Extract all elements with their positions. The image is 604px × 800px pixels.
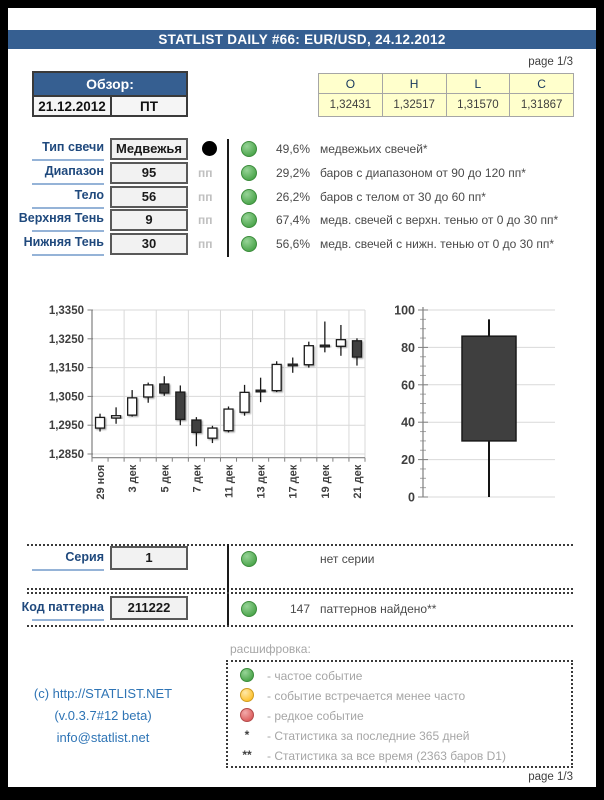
stats-percent: 56,6% [275,237,310,251]
svg-text:3 дек: 3 дек [127,464,140,493]
page-indicator-bottom: page 1/3 [528,771,573,783]
pattern-desc: паттернов найдено** [320,602,437,616]
unit-label: пп [198,166,213,180]
legend-item [226,666,573,686]
stats-value-box: 56 [110,186,188,208]
stats-percent: 29,2% [275,166,310,180]
svg-text:1,3150: 1,3150 [48,362,84,375]
stats-percent: 26,2% [275,190,310,204]
candle [208,426,217,443]
stats-divider-line [227,139,229,257]
dotted-separator [27,625,573,627]
stats-label: Тело [74,188,104,202]
stats-desc: баров с телом от 30 до 60 пп* [320,190,486,204]
label-underline [32,230,104,232]
candle [144,383,153,403]
pattern-row [0,598,604,622]
candlestick-chart-svg [30,295,380,520]
stats-value-box: 9 [110,209,188,231]
series-desc: нет серии [320,552,375,566]
stats-percent: 49,6% [275,142,310,156]
pattern-count: 147 [289,602,310,616]
candle [240,385,249,416]
pattern-value-box: 211222 [110,596,188,620]
svg-text:19 дек: 19 дек [319,464,332,499]
candle [320,322,329,353]
stats-row [0,233,604,257]
ohlc-header-high: H [382,74,446,94]
legend-title: расшифровка: [230,642,311,656]
candlestick-chart [30,295,380,520]
candle [256,378,265,402]
legend-item-text: - Статистика за все время (2363 баров D1) [267,748,506,763]
svg-text:0: 0 [408,490,415,505]
dotted-separator [27,588,573,590]
stats-value-box: Медвежья [110,138,188,160]
overview-table [32,71,188,117]
candle [128,390,137,416]
legend-item [226,746,573,766]
svg-text:1,2850: 1,2850 [48,449,84,461]
stats-row [0,209,604,233]
legend-item-text: - частое событие [267,668,363,683]
svg-text:21 дек: 21 дек [351,464,364,499]
pattern-label: Код паттерна [21,600,104,614]
legend-item [226,726,573,746]
label-underline [32,183,104,185]
status-green-icon [241,189,257,205]
svg-text:5 дек: 5 дек [159,464,172,493]
overview-weekday: ПТ [111,96,187,116]
label-underline [32,254,104,256]
ohlc-value-low: 1,31570 [446,94,510,117]
overview-date: 21.12.2012 [33,96,111,116]
page-indicator-top: page 1/3 [528,56,573,68]
svg-text:60: 60 [401,378,415,393]
svg-text:1,3050: 1,3050 [48,391,84,404]
footer-email-link[interactable]: info@statlist.net [56,730,150,745]
series-value-box: 1 [110,546,188,570]
stats-label: Диапазон [44,164,104,178]
series-row [0,548,604,572]
label-underline [32,159,104,161]
dotted-separator [27,544,573,546]
svg-text:17 дек: 17 дек [287,464,300,499]
ohlc-header-close: C [510,74,574,94]
svg-text:7 дек: 7 дек [191,464,204,493]
ohlc-header-low: L [446,74,510,94]
black-candle-icon [202,141,217,156]
candle [192,417,201,446]
svg-text:11 дек: 11 дек [223,464,236,498]
svg-text:1,2950: 1,2950 [48,420,84,433]
report-title: STATLIST DAILY #66: EUR/USD, 24.12.2012 [158,32,446,47]
dotted-separator [27,592,573,594]
svg-text:1,3250: 1,3250 [48,333,84,346]
stats-value-box: 30 [110,233,188,255]
status-green-icon [241,236,257,252]
status-green-icon [241,141,257,157]
day-candle-chart-svg [395,300,600,510]
overview-header: Обзор: [33,72,187,96]
stats-percent: 67,4% [275,213,310,227]
stats-desc: медв. свечей с верхн. тенью от 0 до 30 пп* [320,213,559,227]
candle [160,376,169,396]
report-title-bar [8,30,596,49]
candle [272,361,281,392]
candle [176,385,185,425]
svg-text:29 ноя: 29 ноя [95,464,108,500]
ohlc-header-open: O [319,74,383,94]
stats-row [0,162,604,186]
svg-text:20: 20 [401,453,415,468]
svg-text:40: 40 [401,415,415,430]
candle [288,358,297,373]
candle [112,407,121,423]
series-label: Серия [65,550,104,564]
stats-label: Тип свечи [42,140,104,154]
stats-label: Верхняя Тень [18,211,104,225]
status-green-icon [241,551,257,567]
ohlc-value-close: 1,31867 [510,94,574,117]
ohlc-value-high: 1,32517 [382,94,446,117]
stats-value-box: 95 [110,162,188,184]
svg-text:100: 100 [395,303,415,318]
asterisk-marker: * [244,728,250,742]
footer-copyright-link[interactable]: (c) http://STATLIST.NET [33,686,173,701]
legend-item [226,706,573,726]
stats-desc: баров с диапазоном от 90 до 120 пп* [320,166,526,180]
stats-desc: медвежьих свечей* [320,142,428,156]
status-green-icon [241,165,257,181]
stats-row [0,138,604,162]
stats-label: Нижняя Тень [23,235,104,249]
candle [304,342,313,368]
status-green-icon [241,601,257,617]
unit-label: пп [198,213,213,227]
candle [352,338,361,365]
stats-row [0,186,604,210]
candle [336,325,345,356]
ohlc-table [318,73,574,117]
status-green-icon [241,212,257,228]
svg-text:80: 80 [401,340,415,355]
unit-label: пп [198,190,213,204]
legend-item-text: - событие встречается менее часто [267,688,466,703]
legend-item-text: - редкое событие [267,708,364,723]
label-underline [32,619,104,621]
yellow-circle-icon [240,688,254,702]
ohlc-value-open: 1,32431 [319,94,383,117]
stats-desc: медв. свечей с нижн. тенью от 0 до 30 пп* [320,237,555,251]
legend-item [226,686,573,706]
label-underline [32,569,104,571]
candle [224,406,233,432]
candle [96,414,105,432]
legend-item-text: - Статистика за последние 365 дней [267,728,470,743]
red-circle-icon [240,708,254,722]
footer-block [23,686,183,752]
green-circle-icon [240,668,254,682]
footer-version: (v.0.3.7#12 beta) [54,708,152,723]
svg-text:1,3350: 1,3350 [48,305,84,317]
svg-text:13 дек: 13 дек [255,464,268,499]
day-candle-chart [395,300,600,510]
normalized-candle [462,319,516,497]
asterisk-marker: ** [242,748,252,762]
unit-label: пп [198,237,213,251]
